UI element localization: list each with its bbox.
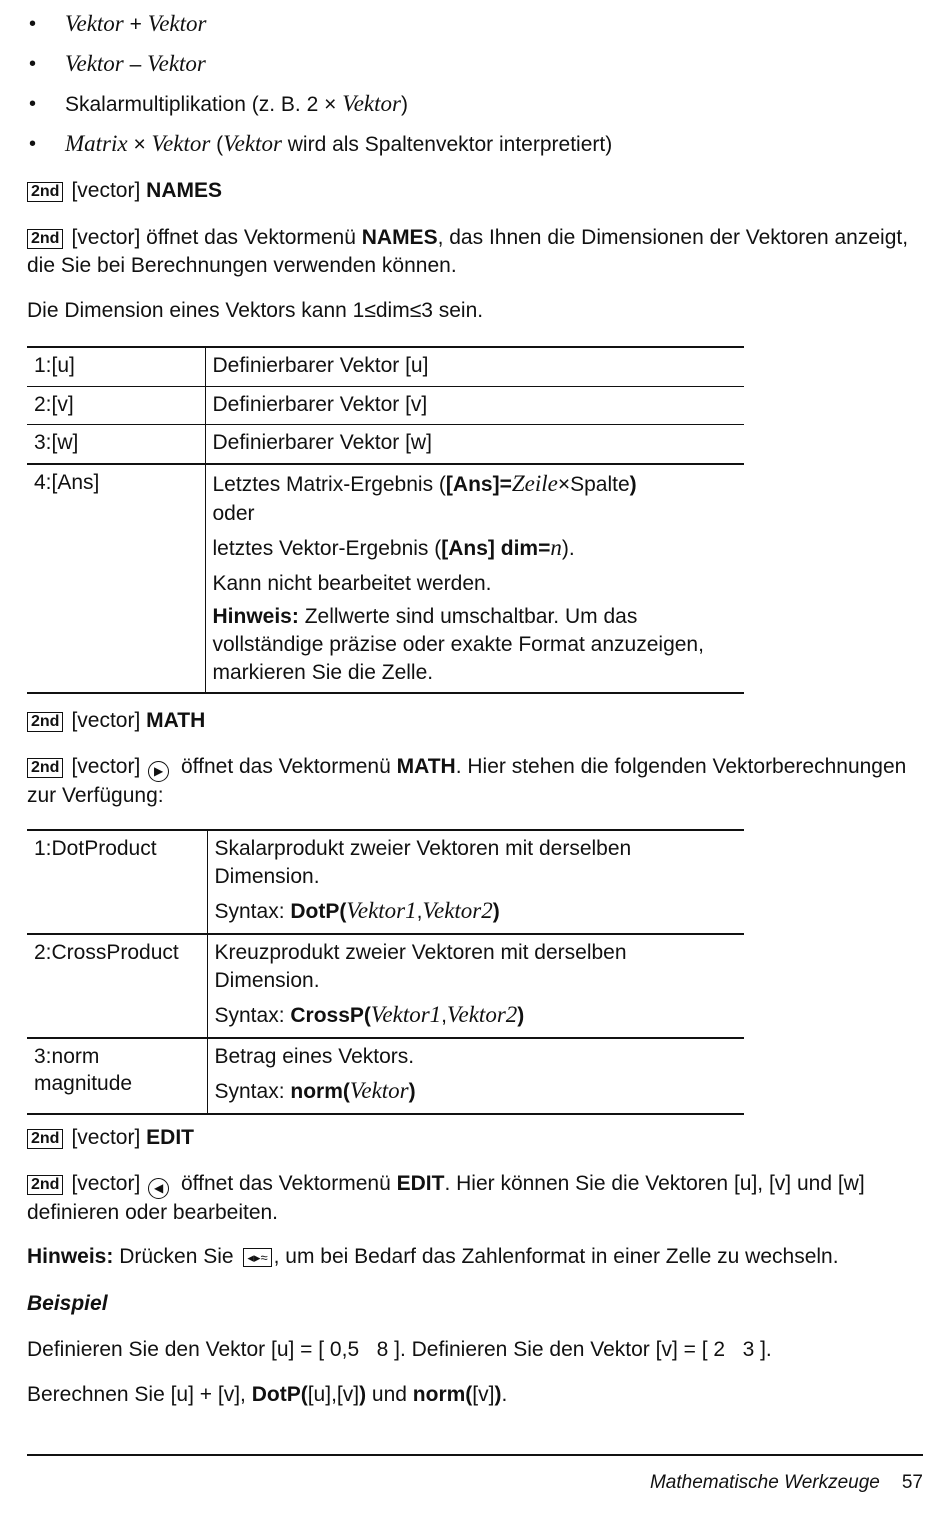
- second-key-icon: 2nd: [27, 182, 63, 202]
- menu-name: EDIT: [396, 1172, 445, 1195]
- desc-text: Betrag eines Vektors.: [214, 1044, 415, 1068]
- para-text: öffnet das Vektormenü: [175, 1172, 397, 1195]
- right-arrow-icon: ▶: [148, 761, 169, 782]
- second-key-icon: 2nd: [27, 758, 63, 778]
- function-name: 1:DotProduct: [27, 830, 207, 934]
- format-note: [27, 1243, 923, 1271]
- vector-name: 4:[Ans]: [27, 464, 205, 693]
- para-text: [vector]: [71, 1172, 147, 1195]
- math-text: Vektor: [223, 131, 282, 156]
- math-text: Vektor: [147, 11, 207, 36]
- para-text: . Hier stehen die folgenden Vektorberechnungen zur Verfügung:: [27, 755, 907, 807]
- para-text: , um bei Bedarf das Zahlenformat in einer Zelle zu wechseln.: [273, 1245, 839, 1268]
- table-row: [27, 347, 744, 386]
- example-heading: Beispiel: [27, 1292, 108, 1315]
- list-item: [27, 84, 612, 124]
- para-text: und: [366, 1383, 413, 1406]
- para-text: . Hier können Sie die Vektoren [u], [v] und [w] definieren oder bearbeiten.: [27, 1172, 865, 1224]
- names-table: [27, 346, 744, 694]
- desc-text: ).: [561, 537, 575, 561]
- note-label: Hinweis:: [27, 1245, 114, 1268]
- math-text: Vektor: [151, 131, 211, 156]
- function-desc: [207, 1038, 744, 1114]
- math-heading: [27, 707, 205, 735]
- function-syntax: DotP(: [290, 900, 347, 924]
- desc-text: ,: [441, 1004, 448, 1028]
- names-description: [27, 224, 923, 279]
- para-text: [v]: [472, 1383, 495, 1406]
- function-syntax: ): [494, 1383, 502, 1406]
- math-text: Matrix: [65, 131, 128, 156]
- math-text: Vektor2: [447, 1002, 518, 1028]
- vector-name: 3:[w]: [27, 425, 205, 464]
- heading-label: EDIT: [146, 1126, 194, 1149]
- list-text: (: [210, 133, 224, 156]
- list-item: [27, 124, 612, 164]
- math-text: Vektor: [349, 1078, 409, 1104]
- table-row: [27, 386, 744, 425]
- operator: +: [123, 13, 148, 36]
- function-name: 3:norm magnitude: [27, 1038, 207, 1114]
- table-row: [27, 934, 744, 1038]
- list-text: Skalarmultiplikation (z. B. 2 ×: [65, 93, 343, 116]
- desc-text: Spalte: [570, 473, 630, 497]
- para-text: öffnet das Vektormenü: [175, 755, 397, 778]
- footer-title: Mathematische Werkzeuge: [649, 1472, 880, 1493]
- function-syntax: ): [408, 1080, 416, 1104]
- syntax-line: [215, 1000, 738, 1030]
- table-row: [27, 464, 744, 693]
- operator: –: [123, 53, 148, 76]
- table-row: [27, 1038, 744, 1114]
- vector-desc: [205, 464, 744, 693]
- syntax-label: Syntax:: [214, 1004, 291, 1028]
- math-text: Vektor2: [422, 898, 493, 924]
- function-desc: [207, 830, 744, 934]
- desc-text: ,: [416, 900, 423, 924]
- list-text: ): [400, 93, 408, 116]
- para-text: [vector] öffnet das Vektormenü: [71, 226, 362, 249]
- desc-text: Kreuzprodukt zweier Vektoren mit derselben Dimension.: [214, 940, 627, 992]
- format-toggle-key-icon: ◂▸≈: [243, 1248, 271, 1267]
- desc-text: Skalarprodukt zweier Vektoren mit derselben Dimension.: [214, 837, 632, 888]
- para-text: Drücken Sie: [113, 1245, 240, 1268]
- page-number: 57: [901, 1472, 923, 1493]
- heading-label: NAMES: [146, 179, 222, 202]
- math-text: Zeile: [511, 471, 558, 497]
- math-table: [27, 829, 744, 1115]
- function-syntax: ): [517, 1004, 525, 1028]
- function-syntax: CrossP(: [290, 1004, 371, 1028]
- footer-divider: [27, 1454, 923, 1456]
- para-text: Berechnen Sie [u] + [v],: [27, 1383, 252, 1406]
- vector-name: 1:[u]: [27, 347, 205, 386]
- menu-name: MATH: [396, 755, 456, 778]
- vector-desc: Definierbarer Vektor [u]: [212, 354, 429, 377]
- edit-description: [27, 1170, 923, 1227]
- desc-text: Letztes Matrix-Ergebnis (: [212, 473, 446, 497]
- operator: ×: [127, 133, 152, 156]
- heading-text: [vector]: [71, 709, 141, 732]
- table-row: [27, 425, 744, 464]
- math-text: Vektor: [65, 51, 124, 76]
- note-label: Hinweis:: [212, 605, 299, 629]
- desc-text: Zellwerte sind umschaltbar. Um das vollständige präzise oder exakte Format anzuzeigen, markieren Sie die Zelle.: [212, 605, 704, 684]
- function-syntax: ): [359, 1383, 367, 1406]
- desc-bold: [Ans] dim=: [441, 537, 551, 561]
- names-heading: [27, 177, 222, 205]
- desc-bold: ): [629, 473, 637, 497]
- function-syntax: DotP(: [251, 1383, 308, 1406]
- math-text: Vektor: [65, 11, 124, 36]
- function-syntax: norm(: [412, 1383, 473, 1406]
- desc-line: [213, 603, 738, 686]
- syntax-label: Syntax:: [214, 1080, 291, 1104]
- second-key-icon: 2nd: [27, 229, 63, 249]
- desc-line: [213, 533, 738, 563]
- math-text: Vektor1: [370, 1002, 442, 1028]
- dimension-text: Die Dimension eines Vektors kann 1≤dim≤3 sein.: [27, 299, 484, 322]
- page-footer: [650, 1470, 923, 1495]
- operation-list: [27, 4, 612, 164]
- math-description: [27, 753, 923, 810]
- list-item: [27, 4, 612, 44]
- function-syntax: ): [492, 900, 500, 924]
- example-line: [27, 1381, 923, 1409]
- heading-text: [vector]: [71, 1126, 141, 1149]
- edit-heading: [27, 1124, 194, 1152]
- function-desc: [207, 934, 744, 1038]
- list-text: wird als Spaltenvektor interpretiert): [281, 133, 613, 156]
- left-arrow-icon: ◀: [148, 1178, 169, 1199]
- second-key-icon: 2nd: [27, 1129, 63, 1149]
- table-row: [27, 830, 744, 934]
- math-text: Vektor: [147, 51, 206, 76]
- times-symbol: ×: [557, 473, 571, 497]
- function-name: 2:CrossProduct: [27, 934, 207, 1038]
- desc-line: Kann nicht bearbeitet werden.: [212, 571, 492, 595]
- vector-desc: Definierbarer Vektor [w]: [212, 431, 432, 455]
- math-text: n: [550, 535, 562, 561]
- heading-text: [vector]: [71, 179, 141, 202]
- vector-desc: Definierbarer Vektor [v]: [212, 392, 428, 416]
- vector-name: 2:[v]: [27, 386, 205, 425]
- syntax-line: [215, 1076, 738, 1106]
- function-syntax: norm(: [290, 1080, 350, 1104]
- example-line: Definieren Sie den Vektor [u] = [ 0,5 8 ]. Definieren Sie den Vektor [v] = [ 2 3 ].: [27, 1338, 772, 1361]
- desc-text: oder: [212, 501, 255, 525]
- syntax-line: [215, 896, 738, 926]
- heading-label: MATH: [146, 709, 206, 732]
- second-key-icon: 2nd: [27, 712, 63, 732]
- desc-text: letztes Vektor-Ergebnis (: [212, 537, 442, 561]
- para-text: .: [501, 1383, 508, 1406]
- math-text: Vektor1: [346, 898, 417, 924]
- para-text: , das Ihnen die Dimensionen der Vektoren anzeigt, die Sie bei Berechnungen verwenden können.: [27, 226, 909, 277]
- desc-bold: [Ans]=: [445, 473, 512, 497]
- para-text: [u],[v]: [307, 1383, 360, 1406]
- menu-name: NAMES: [361, 226, 438, 249]
- second-key-icon: 2nd: [27, 1175, 63, 1195]
- syntax-label: Syntax:: [214, 900, 291, 924]
- math-text: Vektor: [342, 91, 401, 116]
- para-text: [vector]: [71, 755, 147, 778]
- list-item: [27, 44, 612, 84]
